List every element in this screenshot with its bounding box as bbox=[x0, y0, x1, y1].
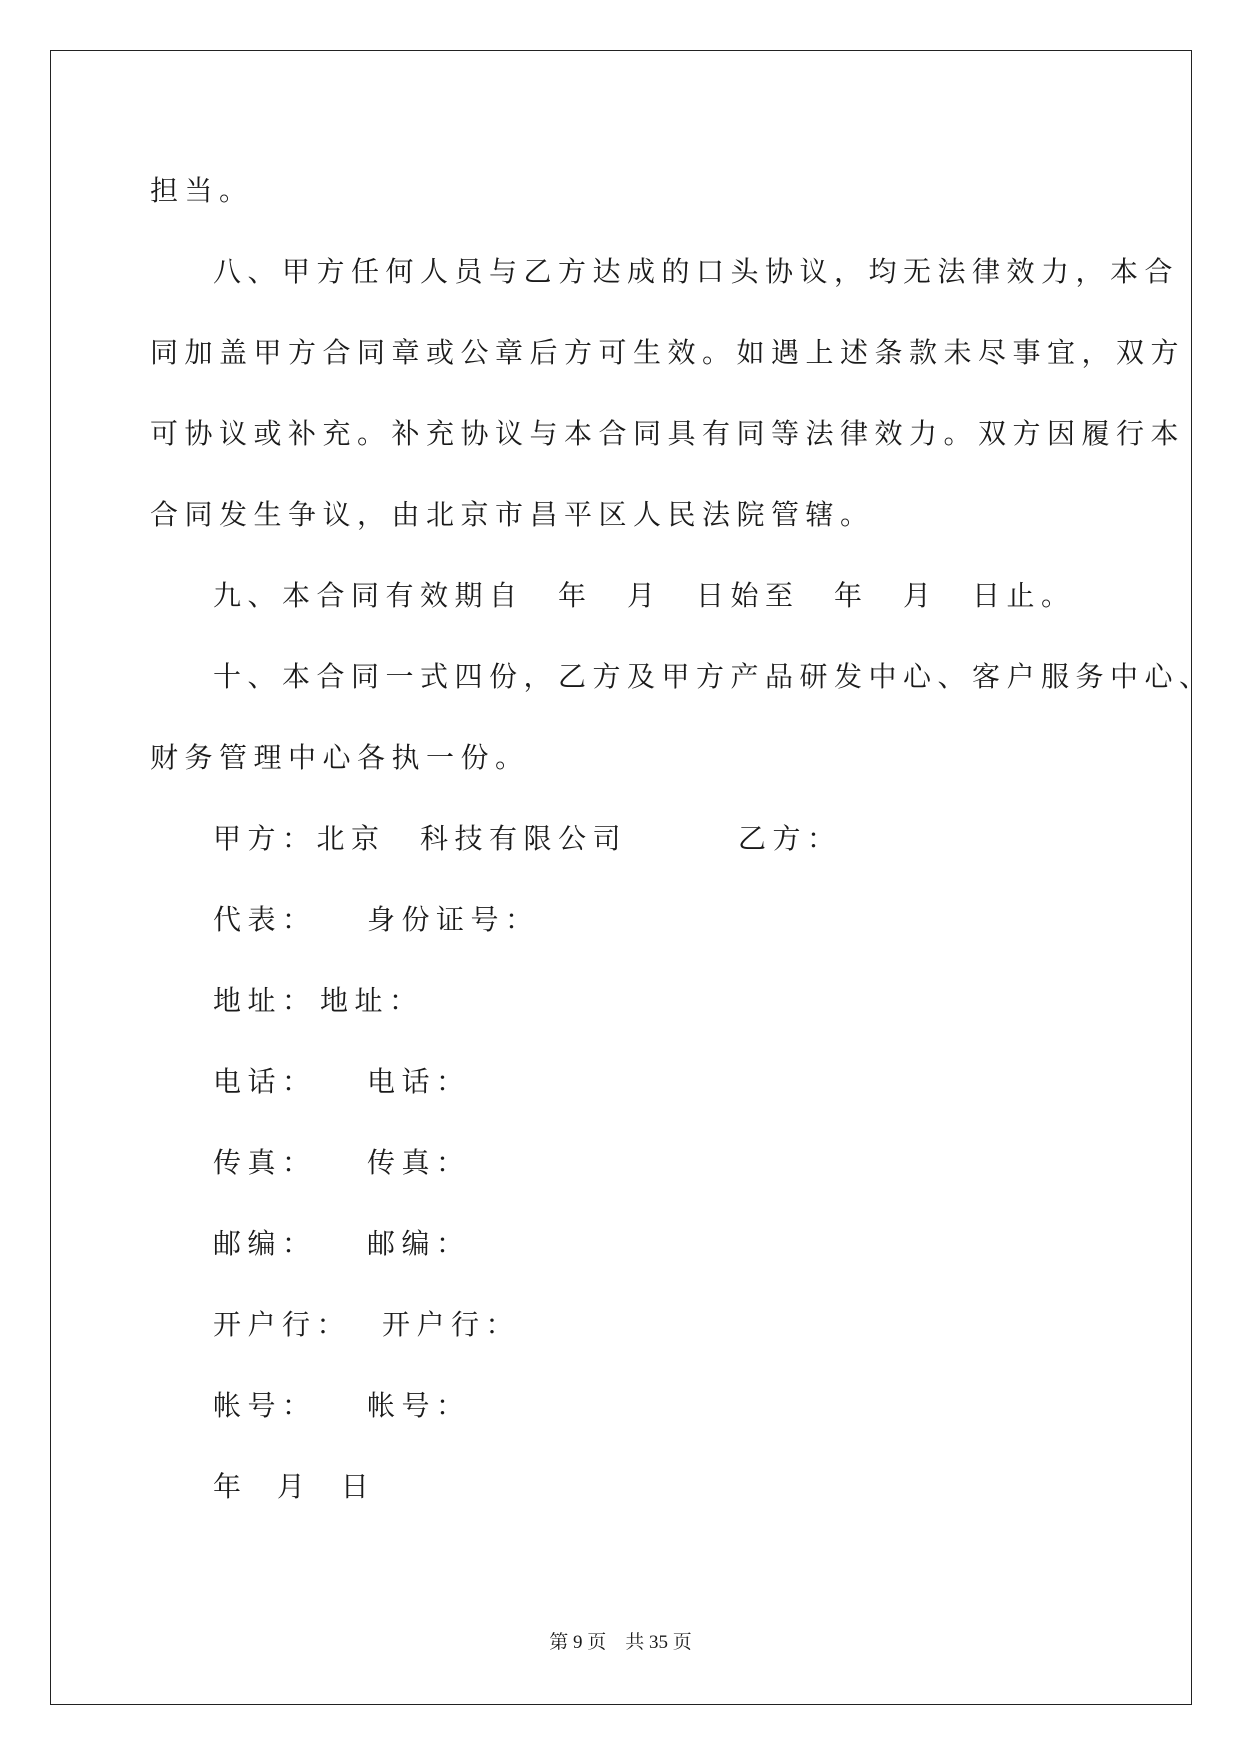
postcode-b-label: 邮编： bbox=[367, 1227, 471, 1260]
page-number-footer: 第 9 页 共 35 页 bbox=[549, 1632, 692, 1653]
representative-label: 代表： bbox=[213, 903, 317, 936]
phone-b-label: 电话： bbox=[367, 1065, 471, 1098]
paragraph-line: 九、本合同有效期自 年 月 日始至 年 月 日止。 bbox=[213, 579, 1076, 612]
paragraph-line: 可协议或补充。补充协议与本合同具有同等法律效力。双方因履行本 bbox=[150, 417, 1186, 450]
fax-a-label: 传真： bbox=[213, 1146, 317, 1179]
page-border bbox=[50, 50, 1192, 1705]
fax-b-label: 传真： bbox=[367, 1146, 471, 1179]
phone-a-label: 电话： bbox=[213, 1065, 317, 1098]
postcode-a-label: 邮编： bbox=[213, 1227, 317, 1260]
account-a-label: 帐号： bbox=[213, 1389, 317, 1422]
account-b-label: 帐号： bbox=[367, 1389, 471, 1422]
bank-a-label: 开户行： bbox=[213, 1308, 352, 1341]
id-number-label: 身份证号： bbox=[367, 903, 540, 936]
paragraph-line: 十、本合同一式四份，乙方及甲方产品研发中心、客户服务中心、 bbox=[213, 660, 1214, 693]
paragraph-line: 八、甲方任何人员与乙方达成的口头协议，均无法律效力，本合 bbox=[213, 255, 1180, 288]
address-a-label: 地址： bbox=[213, 984, 317, 1017]
paragraph-line: 合同发生争议，由北京市昌平区人民法院管辖。 bbox=[150, 498, 875, 531]
address-b-label: 地址： bbox=[320, 984, 424, 1017]
paragraph-line: 财务管理中心各执一份。 bbox=[150, 741, 530, 774]
signing-date: 年 月 日 bbox=[213, 1470, 376, 1503]
paragraph-line: 担当。 bbox=[150, 174, 254, 207]
party-a-name: 甲方：北京 科技有限公司 bbox=[213, 822, 628, 855]
bank-b-label: 开户行： bbox=[382, 1308, 521, 1341]
paragraph-line: 同加盖甲方合同章或公章后方可生效。如遇上述条款未尽事宜，双方 bbox=[150, 336, 1186, 369]
party-b-name: 乙方： bbox=[738, 822, 842, 855]
